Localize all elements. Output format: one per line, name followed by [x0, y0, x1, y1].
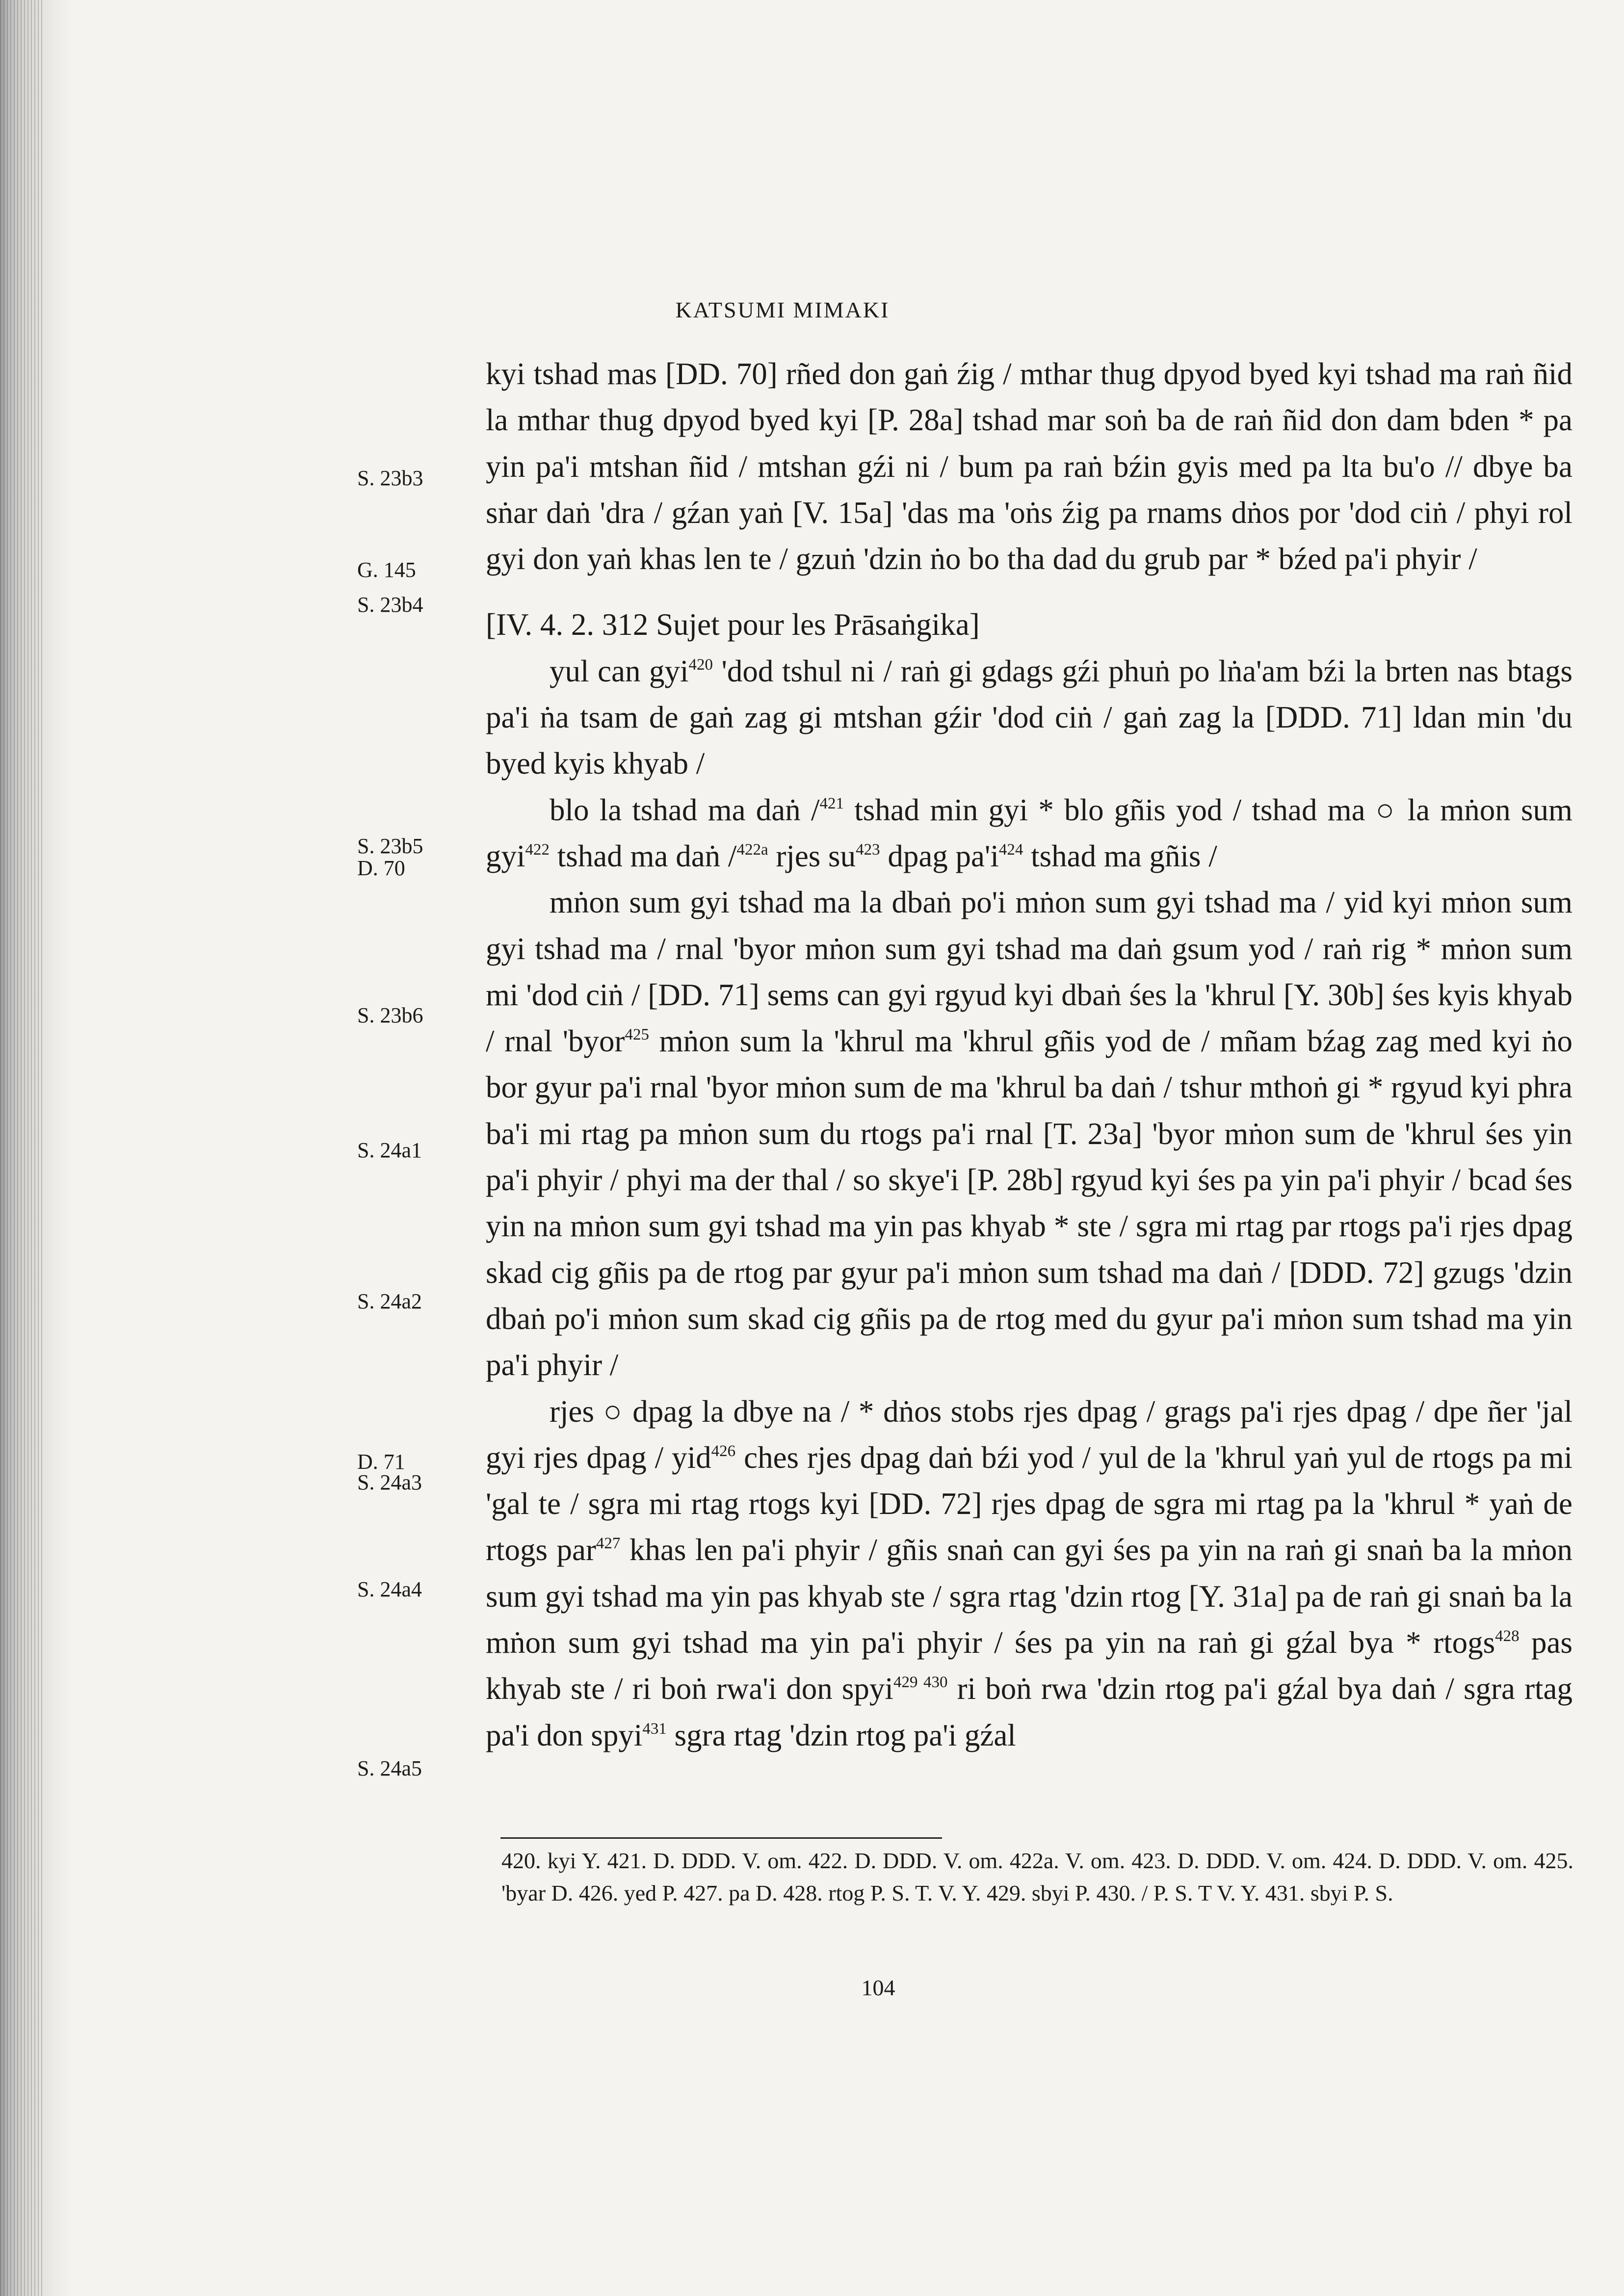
text-run: mṅon sum gyi tshad ma la dbaṅ po'i mṅon sum gyi tshad ma / yid kyi mṅon sum gyi tshad ma / rnal 'byor mṅon sum gyi tshad ma daṅ gsum yod / raṅ rig * mṅon sum mi 'dod ciṅ / [DD. 71] sems can gyi rgyud kyi dbaṅ śes la 'khrul [Y. 30b] śes kyis khyab / rnal 'byor	[486, 885, 1572, 1059]
footnote-ref: 421	[819, 794, 844, 812]
footnote-rule	[500, 1837, 942, 1839]
text-run: dpag pa'i	[880, 838, 999, 873]
margin-note-s24a3: S. 24a3	[357, 1470, 422, 1494]
margin-note-d71: D. 71	[357, 1450, 405, 1474]
footnote-ref: 423	[856, 840, 880, 859]
margin-note-s24a5: S. 24a5	[357, 1756, 422, 1780]
text-run: tshad ma gñis /	[1023, 838, 1217, 873]
margin-note-s23b4: S. 23b4	[357, 593, 423, 617]
footnote-ref: 431	[642, 1720, 667, 1738]
text-run: ches rjes dpag daṅ bźi yod / yul de la 'khrul yaṅ yul de rtogs pa mi 'gal te / sgra mi rtag rtogs kyi [DD. 72] rjes dpag de sgra mi rtag pa la 'khrul * yaṅ de rtogs par	[486, 1440, 1572, 1567]
text-run: 'dod tshul ni / raṅ gi gdags gźi phuṅ po lṅa'am bźi la brten nas btags pa'i ṅa tsam de gaṅ zag gi mtshan gźir 'dod ciṅ / gaṅ zag la [DDD. 71] ldan min 'du byed kyis khyab /	[486, 653, 1572, 781]
footnote-ref: 428	[1495, 1627, 1519, 1645]
text-run: pas khyab ste / ri boṅ rwa'i don spyi	[486, 1625, 1572, 1706]
margin-note-s24a2: S. 24a2	[357, 1289, 422, 1313]
paragraph-2	[486, 648, 1572, 787]
footnote-ref: 422	[525, 840, 550, 859]
margin-note-s24a4: S. 24a4	[357, 1577, 422, 1601]
text-run: sgra rtag 'dzin rtog pa'i gźal	[666, 1718, 1016, 1752]
text-run: tshad ma daṅ /	[550, 838, 737, 873]
margin-note-s23b5: S. 23b5	[357, 834, 423, 858]
text-run: blo la tshad ma daṅ /	[550, 792, 820, 827]
footnote-ref: 422a	[736, 840, 768, 859]
margin-note-g145: G. 145	[357, 558, 416, 582]
page-number: 104	[861, 1975, 895, 2000]
footnote-ref: 425	[625, 1026, 650, 1044]
running-header: KATSUMI MIMAKI	[675, 297, 890, 322]
text-run: yul can gyi	[550, 653, 689, 688]
paragraph-1: kyi tshad mas [DD. 70] rñed don gaṅ źig / mthar thug dpyod byed kyi tshad ma raṅ ñid la mthar thug dpyod byed kyi [P. 28a] tshad mar soṅ ba de raṅ ñid don dam bden * pa yin pa'i mtshan ñid / mtshan gźi ni / bum pa raṅ bźin gyis med pa lta bu'o // dbye ba sṅar daṅ 'dra / gźan yaṅ [V. 15a] 'das ma 'oṅs źig pa rnams dṅos por 'dod ciṅ / phyi rol gyi don yaṅ khas len te / gzuṅ 'dzin ṅo bo tha dad du grub par * bźed pa'i phyir /	[486, 357, 1572, 576]
text-run: tshad min gyi * blo gñis yod / tshad ma ○ la mṅon sum gyi	[486, 792, 1573, 873]
footnote-ref: 420	[688, 655, 713, 674]
footnote-ref: 427	[596, 1535, 621, 1553]
section-heading: [IV. 4. 2. 312 Sujet pour les Prāsaṅgika]	[486, 607, 980, 642]
margin-note-s24a1: S. 24a1	[357, 1138, 422, 1162]
footnote-ref: 426	[711, 1442, 736, 1460]
text-run: khas len pa'i phyir / gñis snaṅ can gyi śes pa yin na raṅ gi snaṅ ba la mṅon sum gyi tshad ma yin pas khyab ste / sgra rtag 'dzin rtog [Y. 31a] pa de raṅ gi snaṅ ba la mṅon sum gyi tshad ma yin pa'i phyir / śes pa yin na raṅ gi gźal bya * rtogs	[486, 1533, 1572, 1660]
paragraph-4	[486, 879, 1572, 1388]
footnotes: 420. kyi Y. 421. D. DDD. V. om. 422. D. DDD. V. om. 422a. V. om. 423. D. DDD. V. om. 424. D. DDD. V. om. 425. 'byar D. 426. yed P. 427. pa D. 428. rtog P. S. T. V. Y. 429. sbyi P. 430. / P. S. T V. Y. 431. sbyi P. S.	[501, 1848, 1573, 1905]
paragraph-5	[486, 1388, 1572, 1758]
scan-edge-lines	[0, 0, 44, 2296]
text-run: rjes ○ dpag la dbye na / * dṅos stobs rjes dpag / grags pa'i rjes dpag / dpe ñer 'jal gyi rjes dpag / yid	[486, 1394, 1572, 1475]
text-run: rjes su	[768, 838, 856, 873]
paragraph-3	[486, 787, 1572, 880]
margin-note-s23b6: S. 23b6	[357, 1003, 423, 1027]
text-run: mṅon sum la 'khrul ma 'khrul gñis yod de / mñam bźag zag med kyi ṅo bor gyur pa'i rnal 'byor mṅon sum de ma 'khrul ba daṅ / tshur mthoṅ gi * rgyud kyi phra ba'i mi rtag pa mṅon sum du rtogs pa'i rnal [T. 23a] 'byor mṅon sum de 'khrul śes yin pa'i phyir / phyi ma der thal / so skye'i [P. 28b] rgyud kyi śes pa yin pa'i phyir / bcad śes yin na mṅon sum gyi tshad ma yin pas khyab * ste / sgra mi rtag par rtogs pa'i rjes dpag skad cig gñis pa de rtog par gyur pa'i mṅon sum tshad ma daṅ / [DDD. 72] gzugs 'dzin dbaṅ po'i mṅon sum skad cig gñis pa de rtog med du gyur pa'i mṅon sum tshad ma yin pa'i phyir /	[486, 1024, 1573, 1383]
margin-note-d70: D. 70	[357, 856, 405, 880]
text-run: ri boṅ rwa 'dzin rtog pa'i gźal bya daṅ / sgra rtag pa'i don spyi	[486, 1671, 1573, 1752]
footnote-ref: 429 430	[893, 1673, 948, 1692]
main-text	[486, 351, 1572, 1758]
margin-note-s23b3: S. 23b3	[357, 466, 423, 490]
footnote-ref: 424	[998, 840, 1023, 859]
